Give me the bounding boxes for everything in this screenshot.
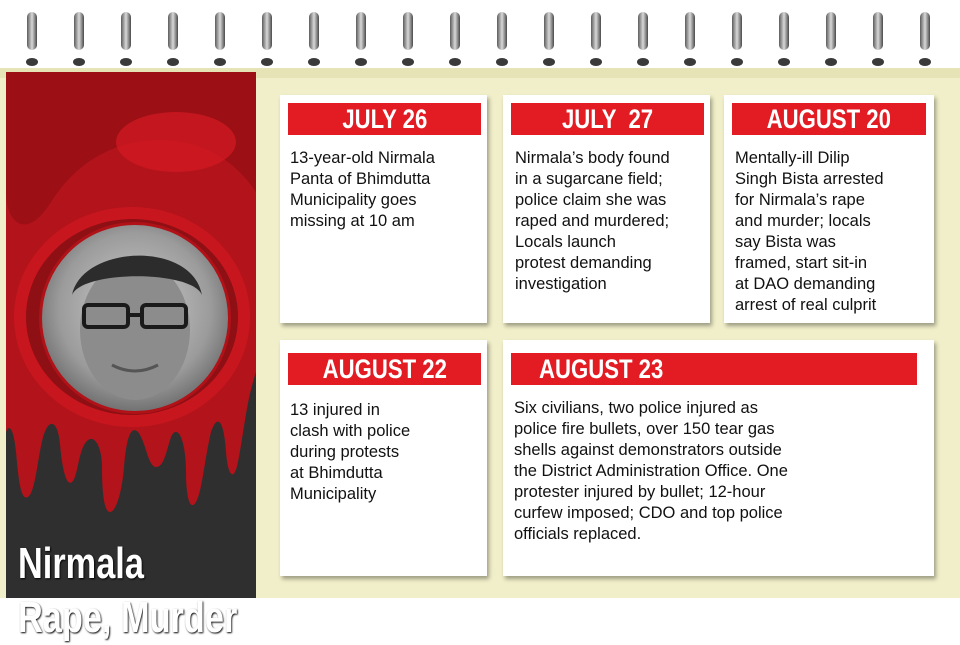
binding-hole bbox=[449, 58, 461, 66]
binding-ring bbox=[779, 12, 789, 50]
binding-ring bbox=[732, 12, 742, 50]
binding-hole bbox=[73, 58, 85, 66]
binding-hole bbox=[402, 58, 414, 66]
event-line: 13-year-old Nirmala bbox=[290, 149, 435, 167]
event-line: in a sugarcane field; bbox=[515, 170, 663, 188]
binding-hole bbox=[167, 58, 179, 66]
binding-hole bbox=[872, 58, 884, 66]
event-line: framed, start sit-in bbox=[735, 254, 868, 272]
event-line: protest demanding bbox=[515, 254, 652, 272]
event-date: AUGUST 20 bbox=[766, 104, 892, 134]
event-date: AUGUST 22 bbox=[322, 354, 447, 384]
event-card-august-23 bbox=[503, 340, 934, 576]
binding-hole bbox=[120, 58, 132, 66]
event-description bbox=[515, 148, 708, 295]
binding-ring bbox=[873, 12, 883, 50]
binding-hole bbox=[496, 58, 508, 66]
event-line: the District Administration Office. One bbox=[514, 462, 788, 480]
binding-ring bbox=[403, 12, 413, 50]
binding-hole bbox=[26, 58, 38, 66]
binding-ring bbox=[591, 12, 601, 50]
binding-hole bbox=[308, 58, 320, 66]
binding-ring bbox=[497, 12, 507, 50]
event-line: 13 injured in bbox=[290, 401, 380, 419]
event-line: Singh Bista arrested bbox=[735, 170, 884, 188]
event-line: raped and murdered; bbox=[515, 212, 670, 230]
binding-ring bbox=[309, 12, 319, 50]
panel-title-line2: Rape, Murder bbox=[18, 593, 238, 642]
event-card-july-26 bbox=[280, 95, 487, 323]
binding-ring bbox=[638, 12, 648, 50]
event-line: Nirmala’s body found bbox=[515, 149, 670, 167]
event-card-august-22 bbox=[280, 340, 487, 576]
event-date-header bbox=[288, 103, 481, 135]
event-line: arrest of real culprit bbox=[735, 296, 877, 314]
event-line: during protests bbox=[290, 443, 400, 461]
binding-ring bbox=[544, 12, 554, 50]
event-line: missing at 10 am bbox=[290, 212, 415, 230]
binding-hole bbox=[214, 58, 226, 66]
event-line: at Bhimdutta bbox=[290, 464, 383, 482]
event-date: JULY 26 bbox=[342, 104, 427, 134]
binding-ring bbox=[262, 12, 272, 50]
binding-hole bbox=[825, 58, 837, 66]
binding-ring bbox=[356, 12, 366, 50]
victim-photo bbox=[39, 222, 231, 414]
binding-ring bbox=[920, 12, 930, 50]
binding-ring bbox=[27, 12, 37, 50]
binding-hole bbox=[355, 58, 367, 66]
event-line: Municipality goes bbox=[290, 191, 417, 209]
event-description bbox=[290, 148, 485, 232]
event-date-header bbox=[511, 353, 917, 385]
panel-title bbox=[18, 537, 238, 645]
binding-hole bbox=[261, 58, 273, 66]
event-line: Municipality bbox=[290, 485, 377, 503]
event-line: Panta of Bhimdutta bbox=[290, 170, 431, 188]
binding-ring bbox=[826, 12, 836, 50]
event-description bbox=[514, 398, 932, 545]
event-line: curfew imposed; CDO and top police bbox=[514, 504, 783, 522]
event-description bbox=[290, 400, 485, 505]
binding-ring bbox=[215, 12, 225, 50]
event-line: at DAO demanding bbox=[735, 275, 876, 293]
event-line: shells against demonstrators outside bbox=[514, 441, 782, 459]
event-date-header bbox=[732, 103, 926, 135]
calendar-binding bbox=[0, 0, 960, 70]
binding-ring bbox=[121, 12, 131, 50]
binding-hole bbox=[590, 58, 602, 66]
event-date: AUGUST 23 bbox=[539, 354, 664, 384]
event-card-august-20 bbox=[724, 95, 934, 323]
binding-hole bbox=[731, 58, 743, 66]
binding-hole bbox=[637, 58, 649, 66]
binding-ring bbox=[74, 12, 84, 50]
event-line: Locals launch bbox=[515, 233, 616, 251]
event-card-july-27 bbox=[503, 95, 710, 323]
event-line: Six civilians, two police injured as bbox=[514, 399, 758, 417]
binding-hole bbox=[919, 58, 931, 66]
event-line: police claim she was bbox=[515, 191, 667, 209]
event-line: protester injured by bullet; 12-hour bbox=[514, 483, 766, 501]
event-line: police fire bullets, over 150 tear gas bbox=[514, 420, 775, 438]
event-date-header bbox=[511, 103, 704, 135]
binding-ring bbox=[685, 12, 695, 50]
portrait-image bbox=[42, 225, 228, 411]
event-line: officials replaced. bbox=[514, 525, 642, 543]
binding-hole bbox=[543, 58, 555, 66]
event-line: Mentally-ill Dilip bbox=[735, 149, 850, 167]
event-line: for Nirmala’s rape bbox=[735, 191, 865, 209]
event-description bbox=[735, 148, 933, 316]
event-line: clash with police bbox=[290, 422, 411, 440]
event-line: and murder; locals bbox=[735, 212, 871, 230]
event-date: JULY 27 bbox=[561, 104, 654, 134]
event-line: investigation bbox=[515, 275, 607, 293]
binding-ring bbox=[168, 12, 178, 50]
panel-title-line1: Nirmala bbox=[18, 539, 144, 588]
event-line: say Bista was bbox=[735, 233, 836, 251]
binding-hole bbox=[778, 58, 790, 66]
event-date-header bbox=[288, 353, 481, 385]
binding-ring bbox=[450, 12, 460, 50]
feature-panel bbox=[6, 72, 256, 642]
binding-hole bbox=[684, 58, 696, 66]
